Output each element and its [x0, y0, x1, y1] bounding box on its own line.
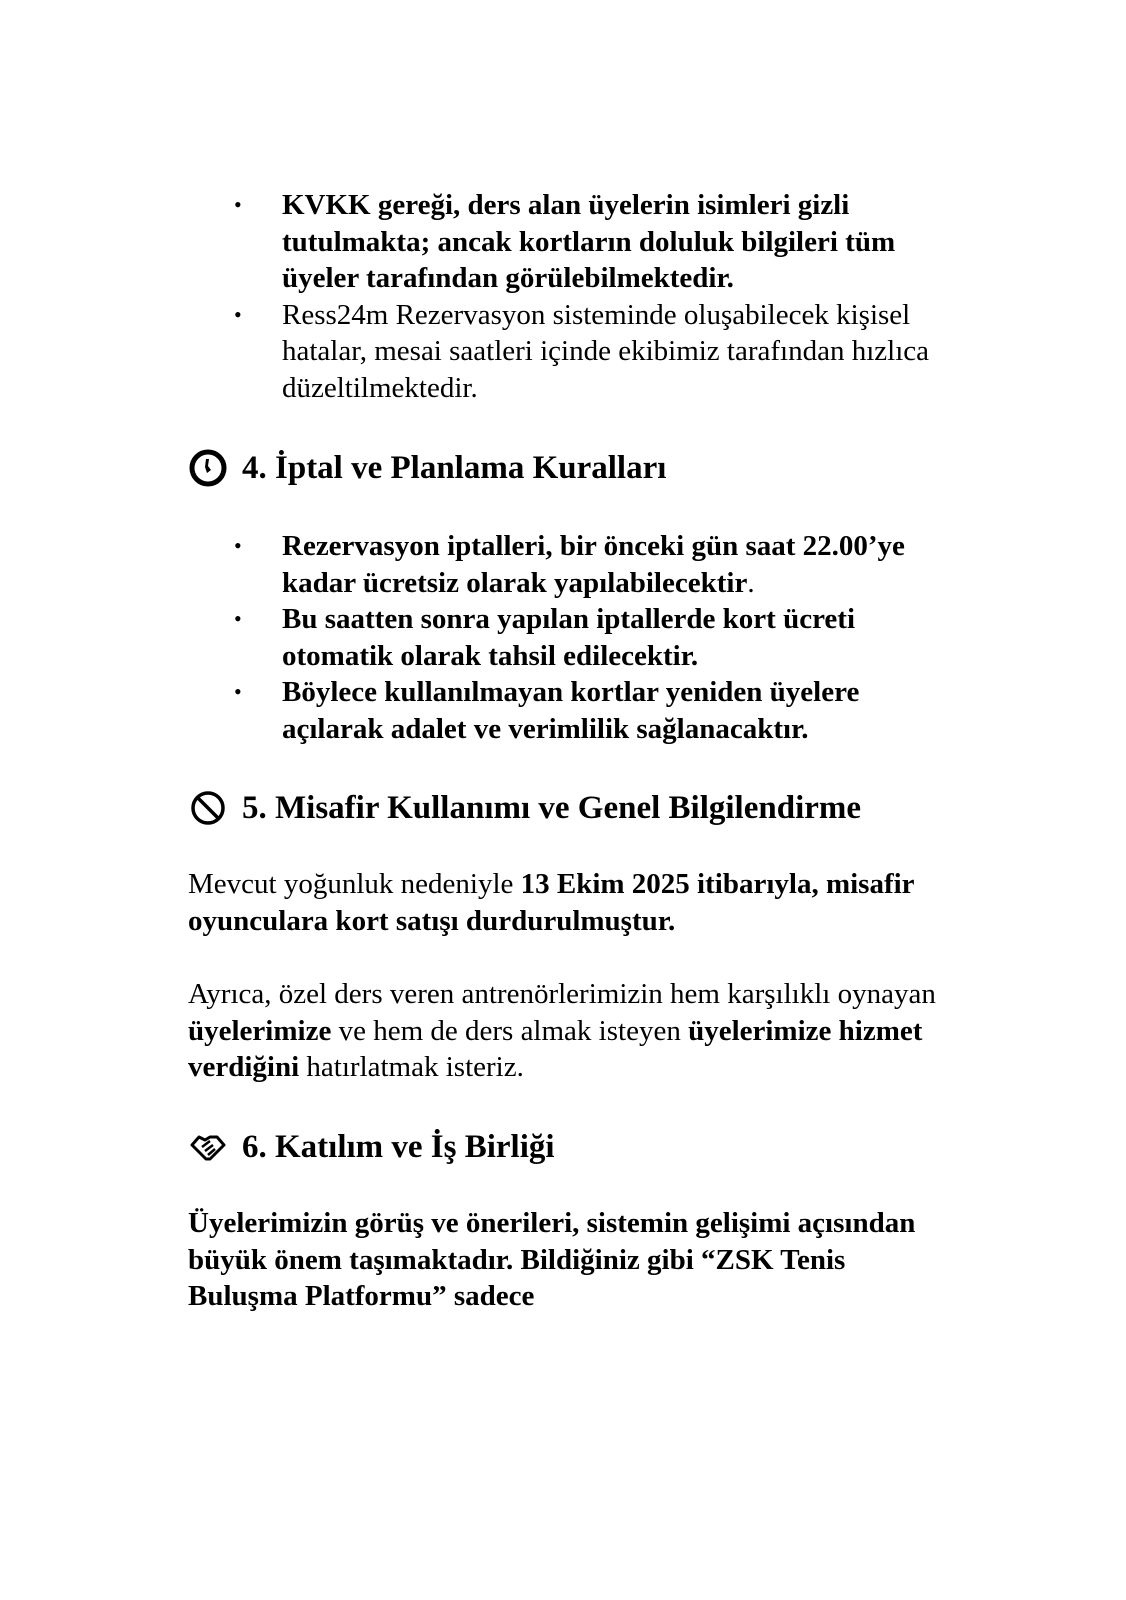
para-text: Mevcut yoğunluk nedeniyle	[188, 868, 521, 900]
para-bold-text: üyelerimize	[188, 1014, 332, 1047]
bullet-glyph: •	[234, 606, 242, 631]
section5-para2	[188, 976, 948, 1086]
section6-text: Üyelerimizin görüş ve önerileri, sistemin gelişimi açısından büyük önem taşımaktadır. Bildiğiniz gibi “ZSK Tenis Buluşma Platformu” sadece	[188, 1207, 916, 1312]
section5-heading	[188, 788, 948, 828]
bullet-text: Rezervasyon iptalleri, bir önceki gün saat 22.00’ye kadar ücretsiz olarak yapılabilecektir	[282, 530, 905, 599]
bullet-text: Ress24m Rezervasyon sisteminde oluşabilecek kişisel hatalar, mesai saatleri içinde ekibimiz tarafından hızlıca düzeltilmektedir.	[282, 298, 930, 404]
para-bold-text: üyelerimize hizmet verdiğini	[188, 1014, 923, 1083]
section4-heading-wrap	[188, 448, 948, 488]
section6-heading-wrap	[188, 1127, 948, 1167]
para-text: ve hem de ders almak isteyen	[331, 1014, 689, 1047]
bullet-item	[188, 601, 948, 674]
para-text: hatırlatmak isteriz.	[299, 1051, 524, 1083]
prohibited-icon	[188, 788, 228, 828]
section4-heading	[188, 448, 948, 488]
section5-title: 5. Misafir Kullanımı ve Genel Bilgilendirme	[242, 790, 862, 826]
section4-title: 4. İptal ve Planlama Kuralları	[242, 450, 667, 486]
bullet-glyph: •	[234, 679, 242, 704]
bullet-item	[188, 528, 948, 601]
para-text: Ayrıca, özel ders veren antrenörlerimizin hem karşılıklı oynayan	[188, 978, 936, 1010]
section4-bullets	[188, 528, 948, 747]
section6-para	[188, 1205, 948, 1315]
bullet-text: Bu saatten sonra yapılan iptallerde kort ücreti otomatik olarak tahsil edilecektir.	[282, 603, 856, 672]
section6-heading	[188, 1127, 948, 1167]
clock-icon	[188, 448, 228, 488]
para-bold-text: 13 Ekim 2025 itibarıyla, misafir oyunculara kort satışı durdurulmuştur.	[188, 868, 915, 937]
section3-bullets	[188, 187, 948, 406]
bullet-text: KVKK gereği, ders alan üyelerin isimleri gizli tutulmakta; ancak kortların doluluk bilgileri tüm üyeler tarafından görülebilmektedir.	[282, 189, 896, 294]
section5-para1	[188, 866, 948, 939]
bullet-item	[188, 674, 948, 747]
bullet-glyph: •	[234, 301, 242, 327]
handshake-icon	[188, 1127, 228, 1167]
bullet-glyph: •	[234, 192, 242, 217]
bullet-text: Böylece kullanılmayan kortlar yeniden üyelere açılarak adalet ve verimlilik sağlanacaktır.	[282, 676, 860, 745]
section5-heading-wrap	[188, 788, 948, 828]
bullet-glyph: •	[234, 533, 242, 558]
bullet-text-tail: .	[747, 566, 755, 599]
bullet-item	[188, 187, 948, 297]
section6-title: 6. Katılım ve İş Birliği	[242, 1129, 555, 1165]
bullet-item	[188, 297, 948, 407]
